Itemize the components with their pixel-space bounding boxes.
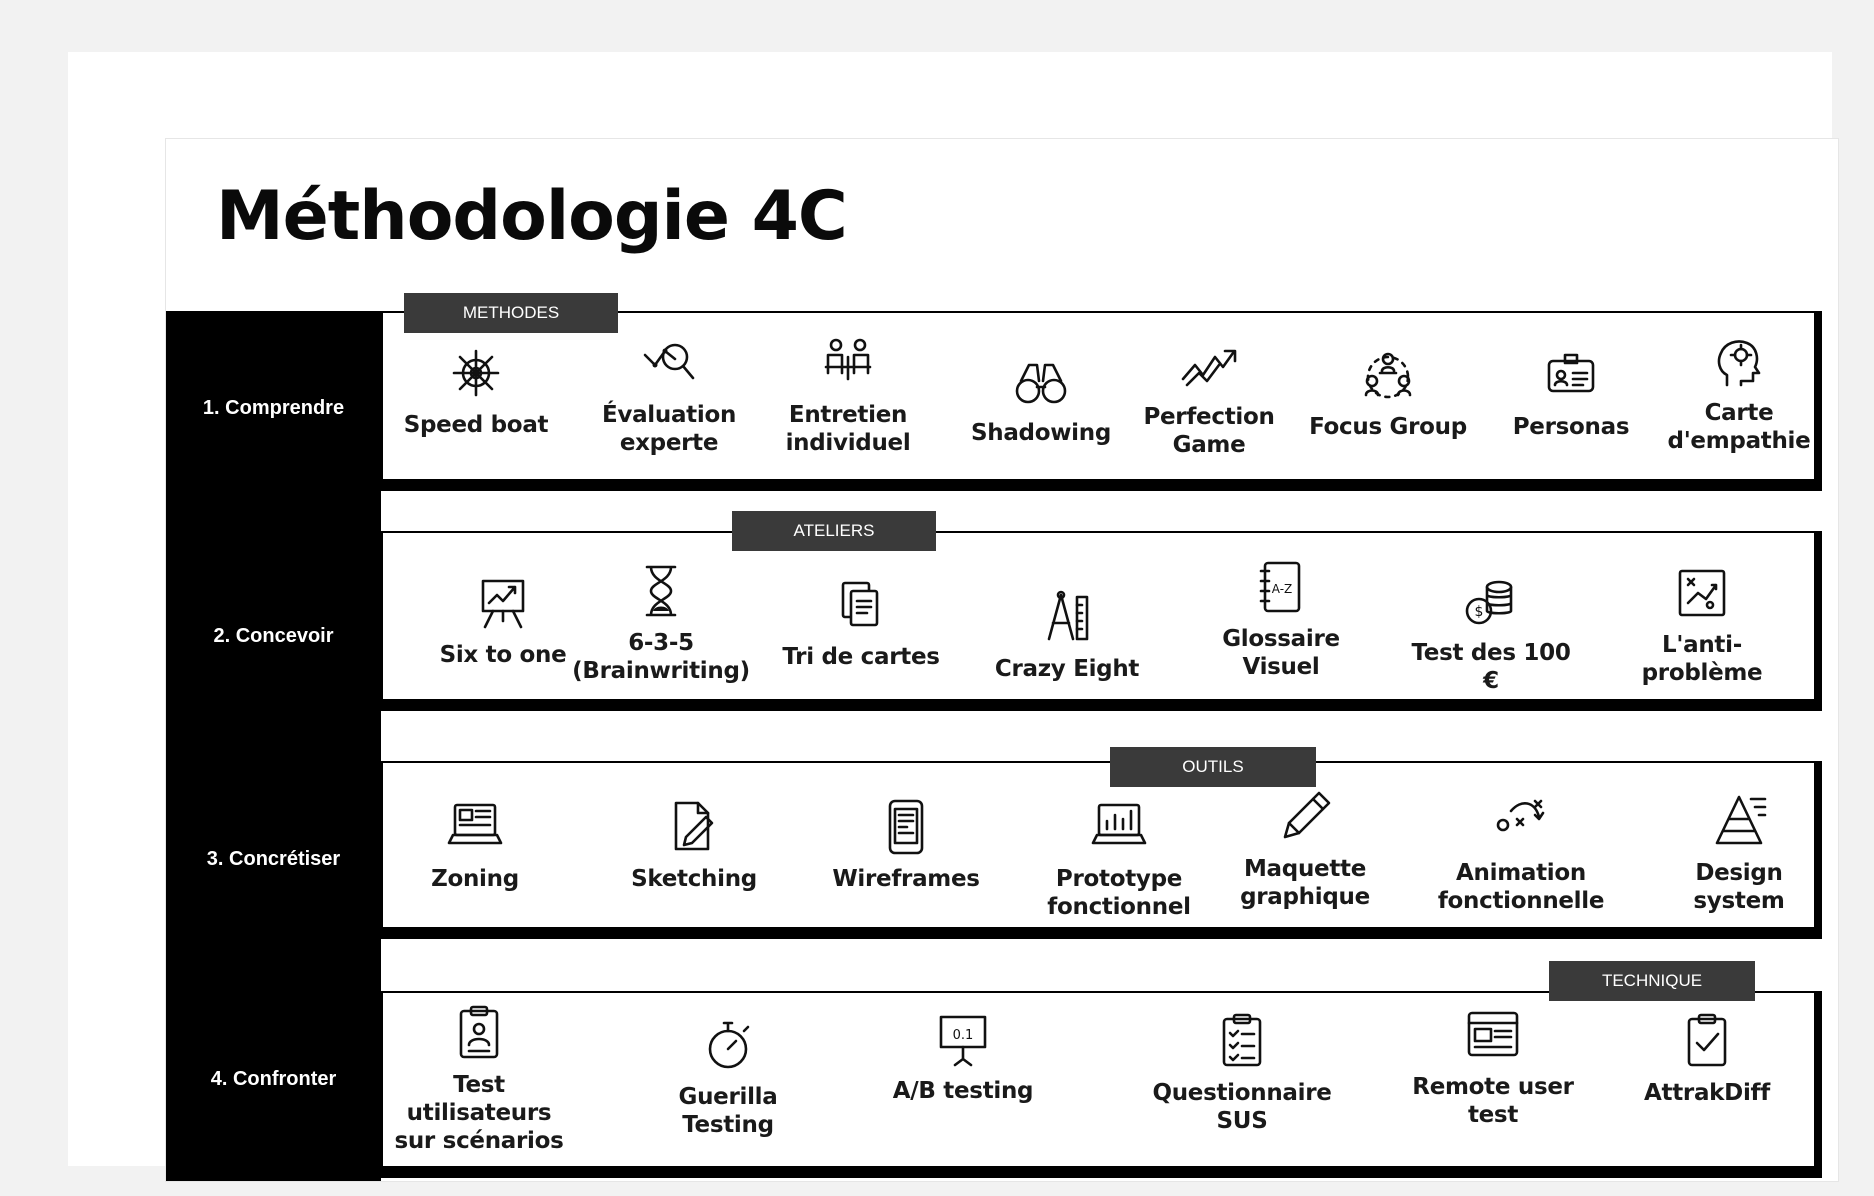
method-item[interactable]: Focus Group xyxy=(1298,345,1478,441)
laptop-chart-icon xyxy=(1089,797,1149,857)
workshop-item[interactable]: L'anti- problème xyxy=(1612,563,1792,687)
compass-ruler-icon xyxy=(1037,587,1097,647)
technique-item[interactable]: 0.1 A/B testing xyxy=(873,1009,1053,1105)
play-diagram-icon xyxy=(1491,791,1551,851)
technique-item[interactable]: Guerilla Testing xyxy=(638,1015,818,1139)
method-item[interactable]: Carte d'empathie xyxy=(1649,331,1829,455)
magnifier-chart-icon xyxy=(639,333,699,393)
section-tag-methodes: METHODES xyxy=(404,293,618,333)
tool-item[interactable]: Prototype fonctionnel xyxy=(1029,797,1209,921)
workshop-item[interactable]: Crazy Eight xyxy=(977,587,1157,683)
laptop-layout-icon xyxy=(445,797,505,857)
method-item[interactable]: Perfection Game xyxy=(1119,335,1299,459)
browser-window-icon xyxy=(1463,1005,1523,1065)
zigzag-arrow-icon xyxy=(1179,335,1239,395)
section-tag-ateliers: ATELIERS xyxy=(732,511,936,551)
id-card-icon xyxy=(1541,345,1601,405)
technique-item[interactable]: Remote user test xyxy=(1403,1005,1583,1129)
tool-item[interactable]: Maquette graphique xyxy=(1215,787,1395,911)
row-concevoir xyxy=(381,531,1822,711)
method-item[interactable]: Speed boat xyxy=(386,343,566,439)
tablet-wireframe-icon xyxy=(876,797,936,857)
tool-item[interactable]: Zoning xyxy=(385,797,565,893)
phase-sidebar xyxy=(166,311,381,1181)
technique-item[interactable]: Questionnaire SUS xyxy=(1152,1011,1332,1135)
workshop-item[interactable]: 6-3-5 (Brainwriting) xyxy=(571,561,751,685)
method-item[interactable]: Personas xyxy=(1481,345,1661,441)
page-card xyxy=(68,52,1832,1166)
easel-chart-icon xyxy=(473,573,533,633)
workshop-item[interactable]: $ Test des 100 € xyxy=(1401,571,1581,695)
section-tag-technique: TECHNIQUE xyxy=(1549,961,1755,1001)
notebook-az-icon xyxy=(1251,557,1311,617)
binoculars-icon xyxy=(1011,351,1071,411)
row-comprendre xyxy=(381,311,1822,491)
row-concretiser xyxy=(381,761,1822,939)
svg-text:$: $ xyxy=(1474,604,1484,620)
method-item[interactable]: Entretien individuel xyxy=(758,333,938,457)
svg-text:0.1: 0.1 xyxy=(952,1028,974,1043)
paper-pencil-icon xyxy=(664,797,724,857)
tool-item[interactable]: Sketching xyxy=(604,797,784,893)
clipboard-user-icon xyxy=(449,1003,509,1063)
technique-item[interactable]: AttrakDiff xyxy=(1617,1011,1797,1107)
slide xyxy=(165,138,1839,1182)
phase-label-confronter: 4. Confronter xyxy=(210,1068,337,1090)
section-tag-outils: OUTILS xyxy=(1110,747,1316,787)
stopwatch-icon xyxy=(698,1015,758,1075)
pencil-icon xyxy=(1275,787,1335,847)
group-icon xyxy=(1358,345,1418,405)
workshop-item[interactable]: Six to one xyxy=(413,573,593,669)
pyramid-icon xyxy=(1709,791,1769,851)
interview-icon xyxy=(818,333,878,393)
ship-wheel-icon xyxy=(446,343,506,403)
strategy-board-icon xyxy=(1672,563,1732,623)
method-item[interactable]: Évaluation experte xyxy=(579,333,759,457)
phase-label-comprendre: 1. Comprendre xyxy=(202,397,345,419)
svg-text:A-Z: A-Z xyxy=(1271,582,1293,596)
phase-label-concretiser: 3. Concrétiser xyxy=(206,848,341,870)
workshop-item[interactable]: A-Z Glossaire Visuel xyxy=(1191,557,1371,681)
hourglass-icon xyxy=(631,561,691,621)
tool-item[interactable]: Wireframes xyxy=(816,797,996,893)
workshop-item[interactable]: Tri de cartes xyxy=(771,575,951,671)
head-gears-icon xyxy=(1709,331,1769,391)
cards-stack-icon xyxy=(831,575,891,635)
tool-item[interactable]: Animation fonctionnelle xyxy=(1431,791,1611,915)
presentation-board-icon xyxy=(933,1009,993,1069)
page-title: Méthodologie 4C xyxy=(216,177,847,256)
coins-icon xyxy=(1461,571,1521,631)
row-confronter xyxy=(381,991,1822,1178)
clipboard-check-icon xyxy=(1677,1011,1737,1071)
tool-item[interactable]: Design system xyxy=(1649,791,1829,915)
technique-item[interactable]: Test utilisateurs sur scénarios xyxy=(389,1003,569,1155)
method-item[interactable]: Shadowing xyxy=(951,351,1131,447)
phase-label-concevoir: 2. Concevoir xyxy=(213,625,334,647)
checklist-icon xyxy=(1212,1011,1272,1071)
